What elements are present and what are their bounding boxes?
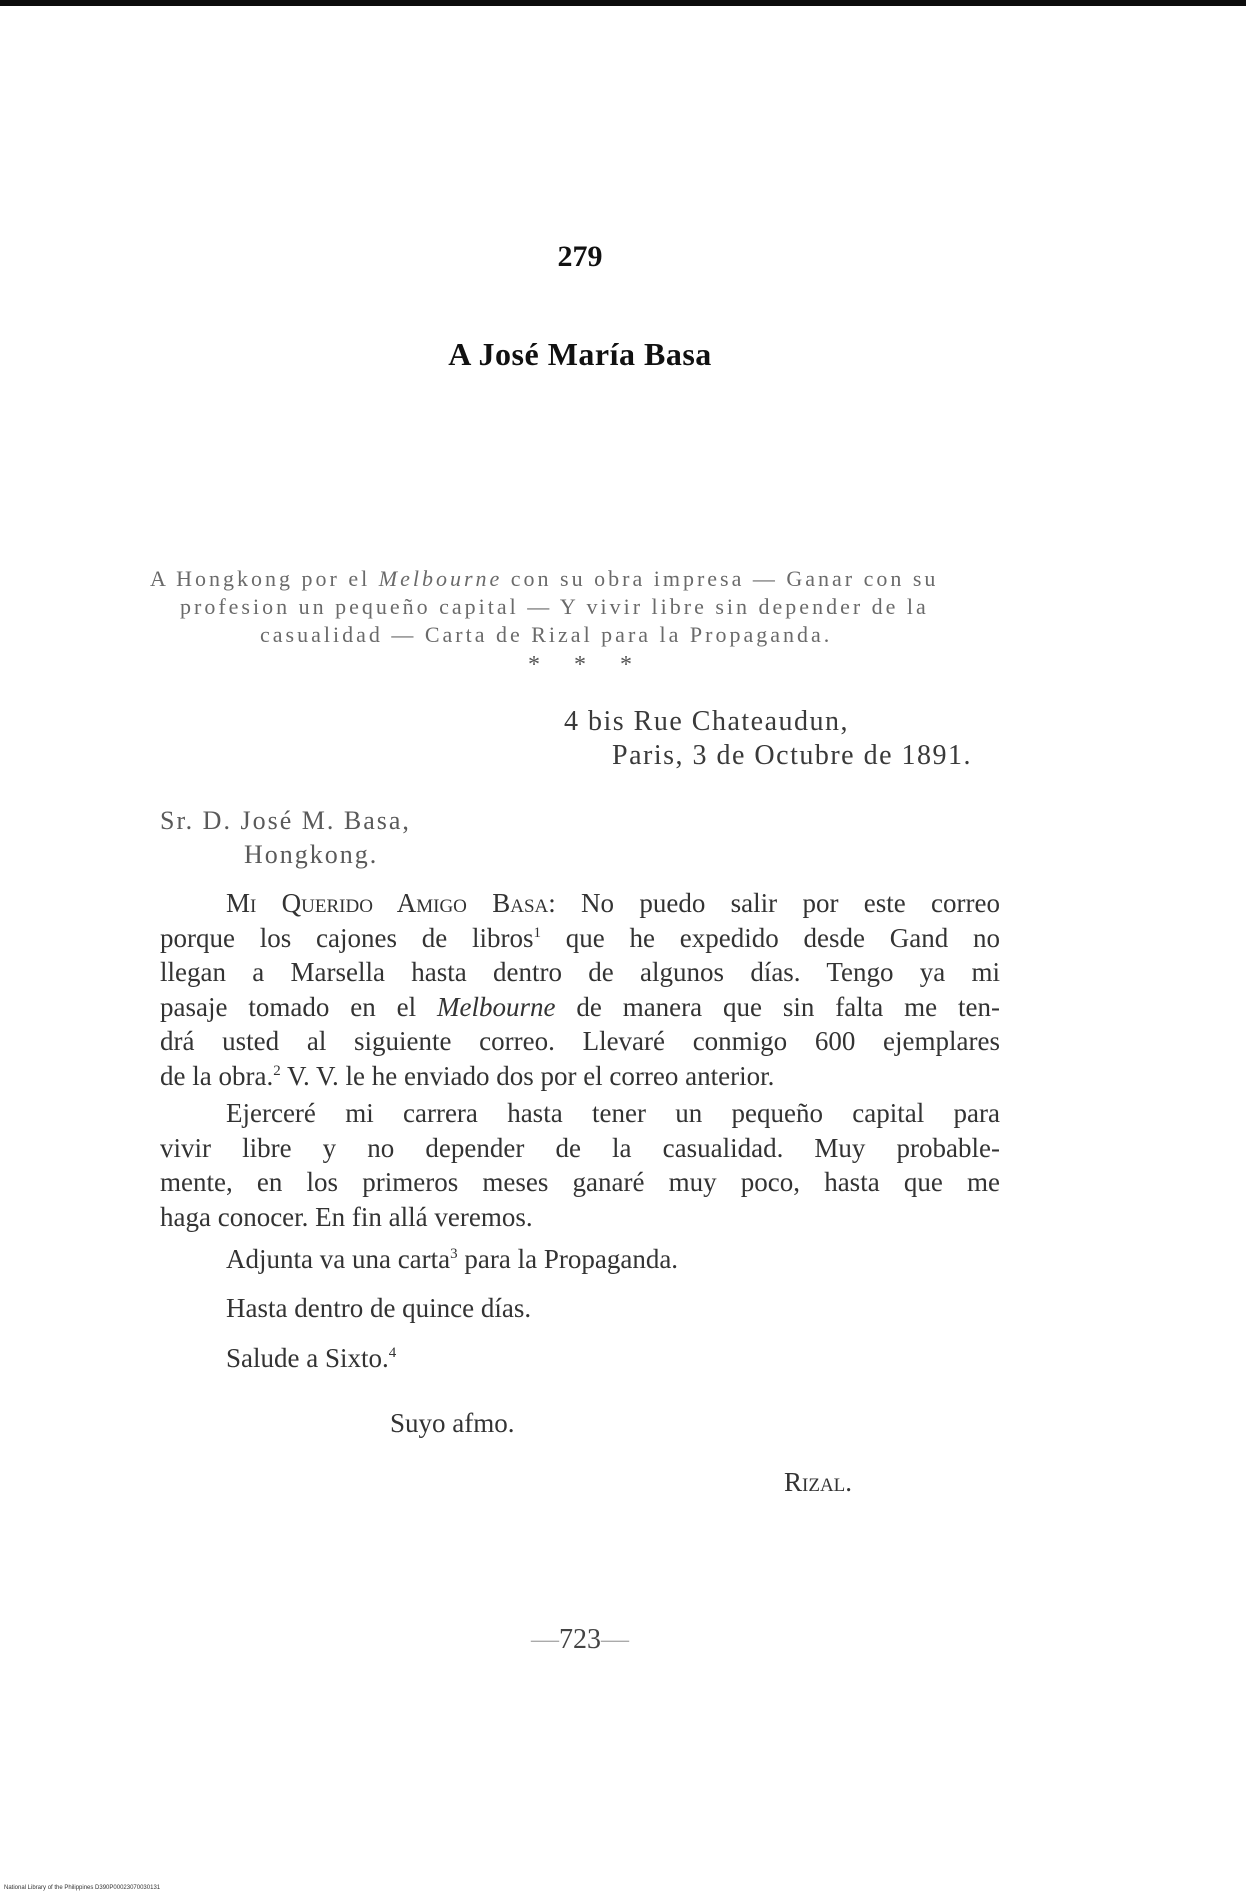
footnote-ref-4: 4 [388, 1345, 397, 1361]
paragraph-1-line-2: porque los cajones de libros$^1$ que he expedido desde Gand no [160, 922, 1000, 953]
closing: Suyo afmo. [390, 1408, 515, 1438]
paragraph-1-line-6: de la obra.$^2$ V. V. le he enviado dos por el correo anterior. [160, 1060, 775, 1091]
letter-number: 279 [557, 240, 603, 273]
page-number: —723— [531, 1624, 629, 1655]
summary-line-1 [150, 566, 938, 592]
paragraph-2 [160, 1096, 1000, 1234]
summary-text: A Hongkong por el Melbourne con su obra impresa — Ganar con su [150, 566, 939, 591]
paragraph-1-line-1: No puedo salir por este correo [581, 888, 1000, 918]
signature: Rizal. [784, 1467, 853, 1497]
top-border [0, 0, 1246, 6]
salutation: Mi Querido Amigo Basa: [226, 888, 556, 918]
summary-line-3: casualidad — Carta de Rizal para la Propaganda. [260, 622, 833, 647]
footnote-ref-1: 1 [533, 924, 541, 941]
summary-line-2: profesion un pequeño capital — Y vivir libre sin depender de la [180, 594, 929, 619]
paragraph-1-line-4: pasaje tomado en el Melbourne de manera que sin falta me ten- [160, 991, 1000, 1022]
summary-ship-name: Melbourne [378, 566, 503, 591]
paragraph-2-line-2: vivir libre y no depender de la casualidad. Muy probable- [160, 1132, 1000, 1163]
footnote-ref-3: 3 [450, 1246, 458, 1262]
paragraph-5: Salude a Sixto.$^4$ [226, 1343, 397, 1373]
paragraph-2-line-4: haga conocer. En fin allá veremos. [160, 1201, 533, 1232]
dateline-date: Paris, 3 de Octubre de 1891. [612, 740, 973, 771]
addressee-name: Sr. D. José M. Basa, [160, 806, 411, 835]
page-number-dash-right: — [601, 1624, 629, 1655]
library-credit: National Library of the Philippines D390P00023070030131 [4, 1885, 161, 1891]
paragraph-2-line-3: mente, en los primeros meses ganaré muy poco, hasta que me [160, 1167, 1000, 1197]
paragraph-1 [160, 886, 1000, 1093]
addressee-city: Hongkong. [244, 840, 379, 869]
section-separator: * * * [528, 652, 632, 678]
paragraph-1-line-5: drá usted al siguiente correo. Llevaré conmigo 600 ejemplares [160, 1026, 1000, 1056]
ship-name: Melbourne [436, 991, 556, 1022]
paragraph-2-line-1: Ejerceré mi carrera hasta tener un pequeño capital para [226, 1098, 1000, 1128]
paragraph-3: Adjunta va una carta$^3$ para la Propaganda. [226, 1244, 679, 1274]
page-number-dash-left: — [531, 1624, 559, 1655]
letter-title: A José María Basa [448, 336, 712, 372]
footnote-ref-2: 2 [273, 1062, 281, 1079]
paragraph-4: Hasta dentro de quince días. [226, 1293, 532, 1323]
paragraph-1-line-3: llegan a Marsella hasta dentro de algunos días. Tengo ya mi [160, 957, 1000, 987]
dateline-address: 4 bis Rue Chateaudun, [564, 706, 850, 737]
